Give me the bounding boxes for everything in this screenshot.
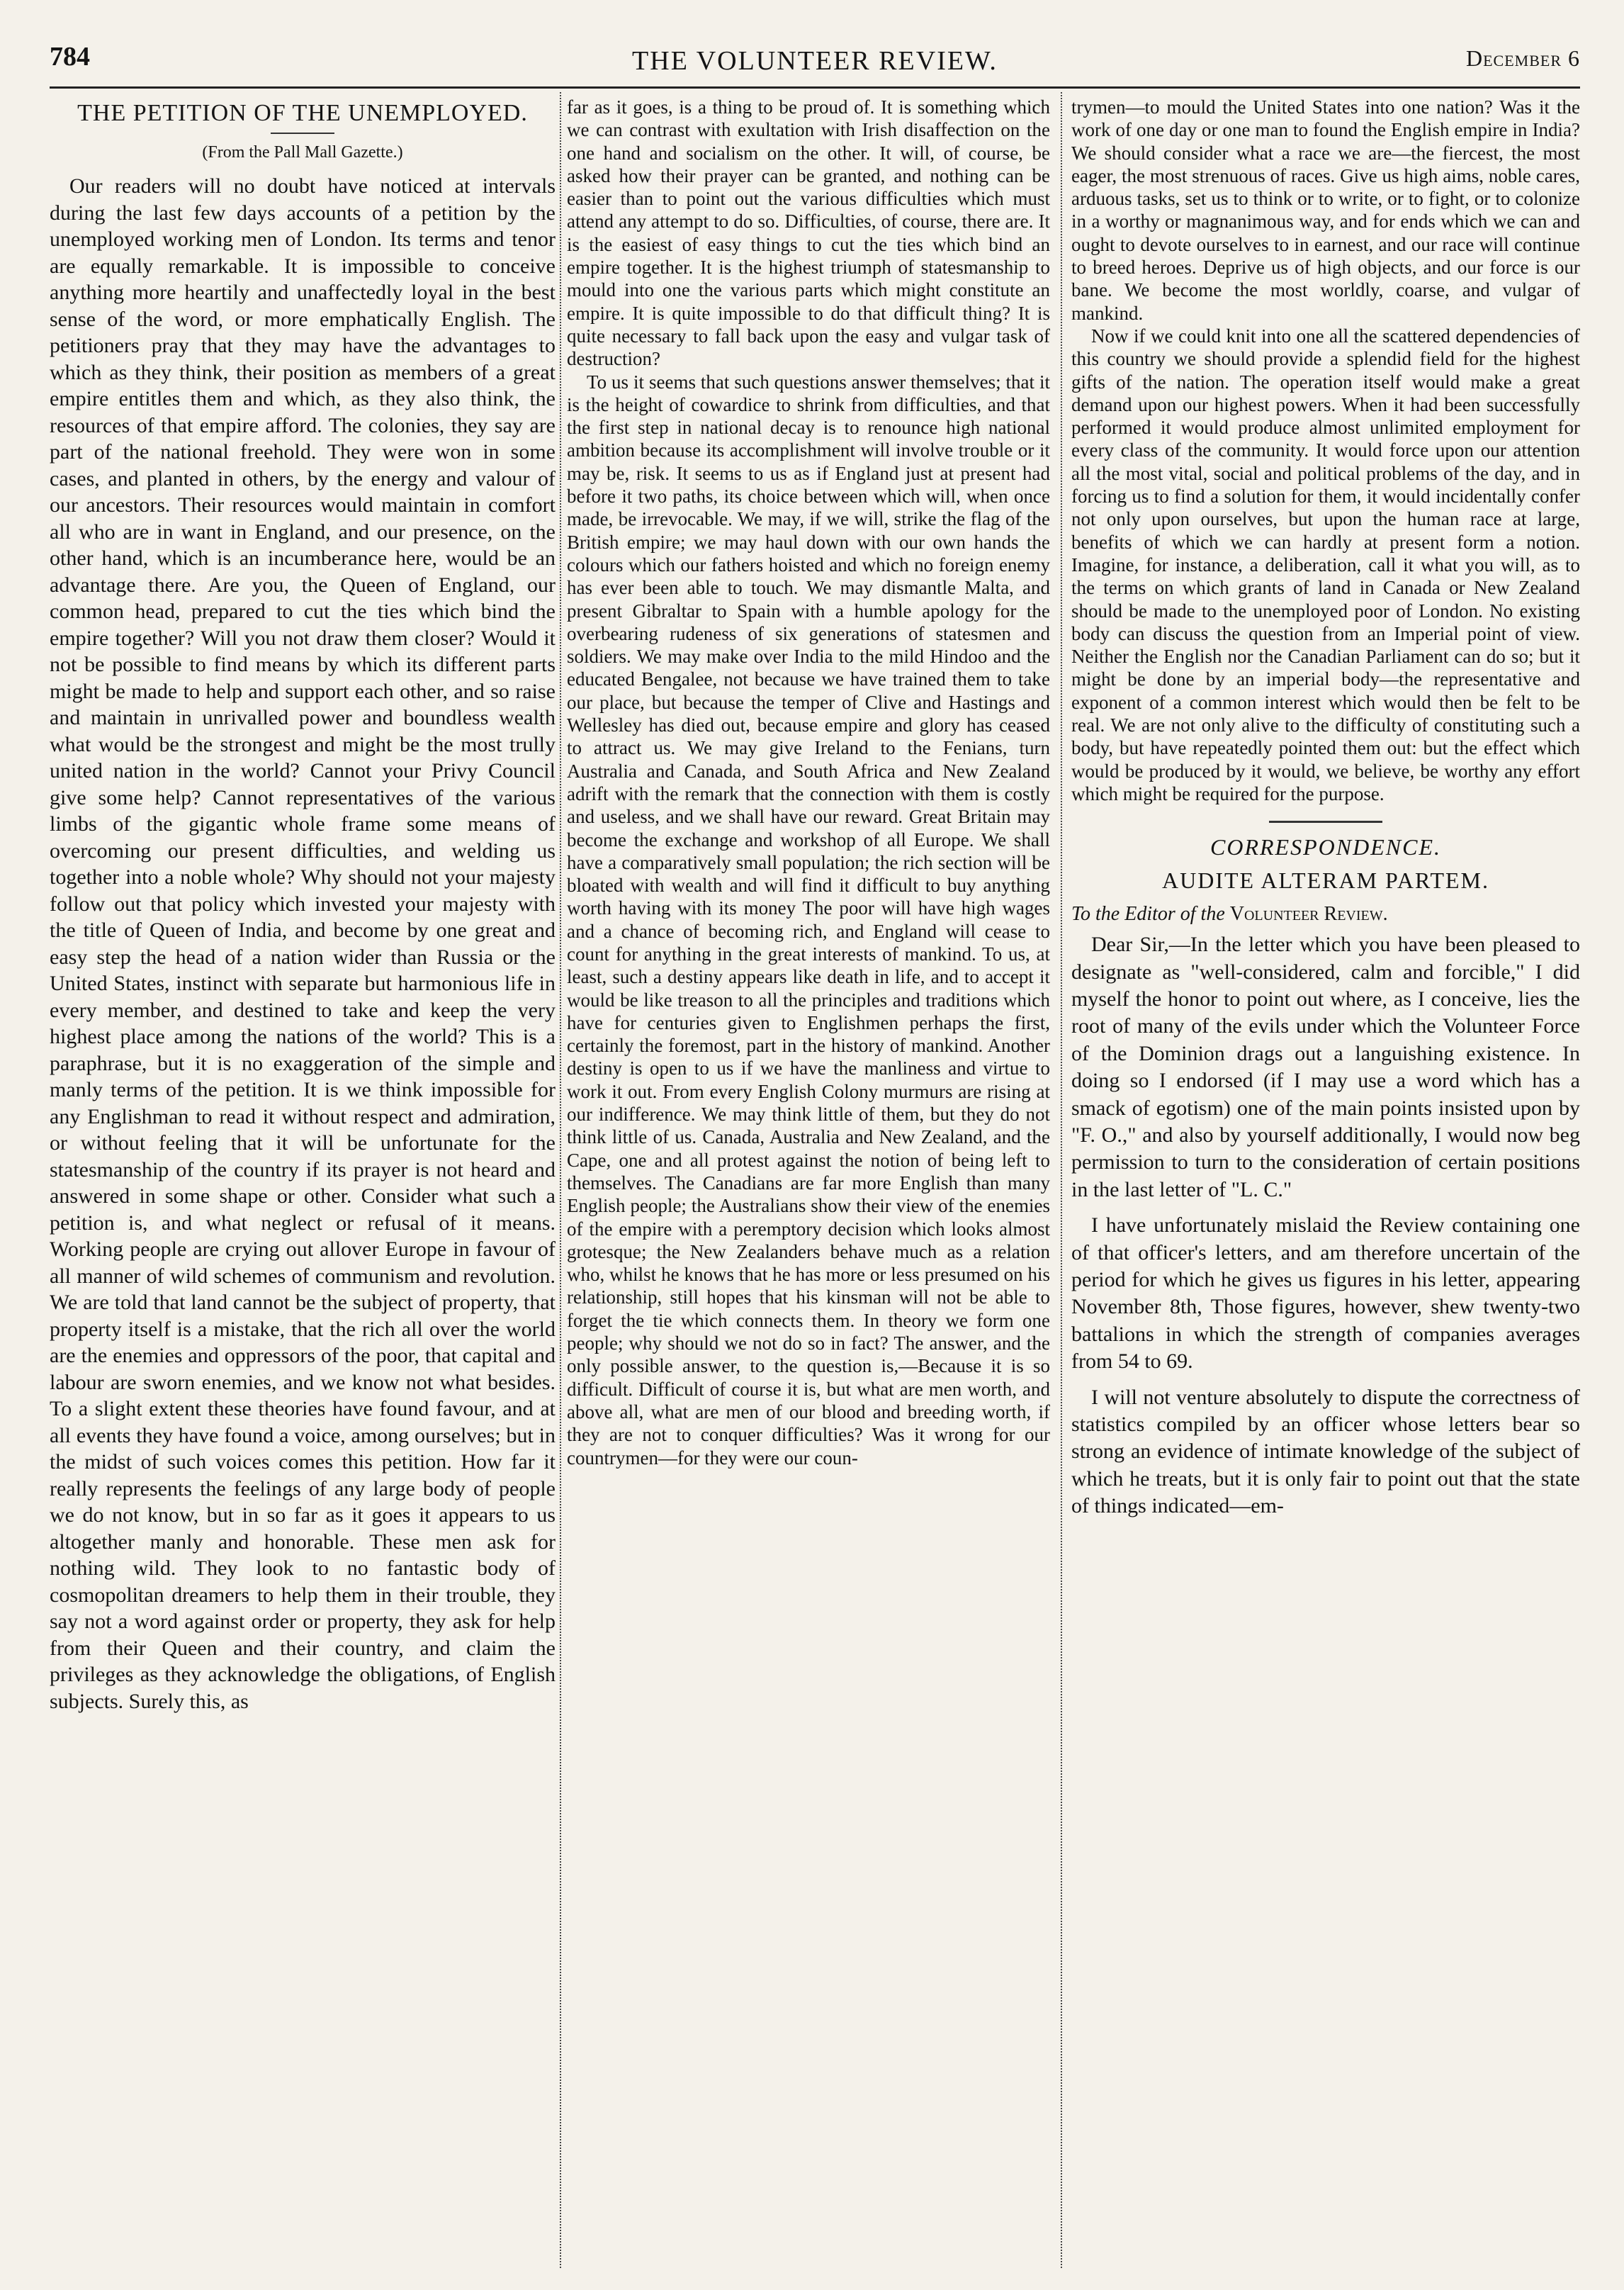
paragraph: trymen—to mould the United States into one nation? Was it the work of one day or one man to found the English empire in India? We should consider what a race we are—the fiercest, the most eager, the most strenuous of races. Give us high aims, noble cares, arduous tasks, set us to think or to write, or to fight, or to colonize in a worthy or magnanimous way, and for ends which we can and ought to devote ourselves to in earnest, and our race will continue to breed heroes. Deprive us of high objects, and our force is our bane. We become the most worldly, coarse, and vulgar of mankind. xyxy=(1071,96,1580,324)
salutation-name: Volunteer Review. xyxy=(1229,902,1388,925)
paragraph: far as it goes, is a thing to be proud of. It is something which we can contrast with exultation with Irish disaffection on the one hand and socialism on the other. It will, of course, be asked how their prayer can be granted, and nothing can be easier than to point out the various difficulties which must attend any attempt to do so. Difficulties, of course, there are. It is the easiest of easy things to cut the ties which bind an empire together. It is the highest triumph of statesmanship to mould into one the various parts which might constitute an empire. It is quite impossible to do that difficult thing? It is quite necessary to fall back upon the easy and vulgar task of destruction? xyxy=(567,96,1050,370)
salutation-prefix: To the Editor of the xyxy=(1071,902,1230,925)
paragraph: Now if we could knit into one all the scattered dependencies of this country we should provide a splendid field for the highest gifts of the nation. The operation itself would make a great demand upon our highest powers. When it had been successfully performed it would produce almost unlimited employment for every class of the community. It would force upon our attention all the most vital, social and political problems of the day, and in forcing us to find a solution for them, it would incidentally confer not only upon ourselves, but upon the human race at large, benefits of which we can hardly at present form a notion. Imagine, for instance, a deliberation, call it what you will, as to the terms on which grants of land in Canada or New Zealand should be made to the unemployed poor of London. No existing body can discuss the question from an Imperial point of view. Neither the English nor the Canadian Parliament can do so; but it might be done by an imperial body—the representative and exponent of a common interest which would then be felt to be real. We are not only alive to the difficulty of constituting such a body, but have repeatedly pointed them out: but the effect which would be produced by it would, we believe, be worthy any effort which might be required for the purpose. xyxy=(1071,325,1580,804)
page-header xyxy=(50,35,1580,78)
letter-salutation xyxy=(1071,903,1580,926)
page-number: 784 xyxy=(50,42,90,72)
paragraph: I have unfortunately mislaid the Review containing one of that officer's letters, and am therefore uncertain of the period for which he gives us figures in his letter, appearing November 8th, Those figures, however, shew twenty-two battalions in which the strength of companies averages from 54 to 69. xyxy=(1071,1213,1580,1374)
article-source: (From the Pall Mall Gazette.) xyxy=(202,142,403,162)
header-rule xyxy=(50,86,1580,89)
section-divider xyxy=(1269,821,1382,823)
paragraph: Dear Sir,—In the letter which you have been pleased to designate as "well-considered, calm and forcible," I did myself the honor to point out where, as I conceive, lies the root of many of the evils under which the Volunteer Force of the Dominion drags out a languishing existence. In doing so I endorsed (if I may use a word which has a smack of egotism) one of the main points insisted upon by "F. O.," and also by yourself additionally, I would now beg permission to turn to the consideration of certain positions in the last letter of "L. C." xyxy=(1071,933,1580,1201)
column-2 xyxy=(567,96,1050,2264)
column-divider xyxy=(560,92,561,2268)
journal-title: THE VOLUNTEER REVIEW. xyxy=(632,46,998,76)
issue-date: December 6 xyxy=(1465,45,1580,71)
letter-body xyxy=(1071,931,1580,1520)
paragraph: To us it seems that such questions answer themselves; that it is the height of cowardice to shrink from difficulties, and that the first step in national decay is to renounce high national ambition because its accomplishment will involve trouble or it may be, risk. It seems to us as if England just at present had before it two paths, its choice between which will, when once made, be irrevocable. We may, if we will, strike the flag of the British empire; we may haul down with our own hands the colours which our fathers hoisted and which no foreign enemy has ever been able to touch. We may dismantle Malta, and present Gibraltar to Spain with a humble apology for the overbearing rudeness of six generations of statesmen and soldiers. We may make over India to the mild Hindoo and the educated Bengalee, not because we have trained them to take our place, but because the temper of Clive and Hastings and Wellesley has died out, because empire and glory has ceased to attract us. We may give Ireland to the Fenians, turn Australia and Canada, and South Africa and New Zealand adrift with the remark that the connection with them is costly and useless, and we shall have our reward. Great Britain may become the exchange and workshop of all Europe. We shall have a comparatively small population; the rich section will be bloated with wealth and will find it difficult to buy anything worth having with its money The poor will have high wages and a chance of becoming rich, and England will cease to count for anything in the great interests of mankind. To us, at least, such a destiny appears like death in life, and to accept it would be like treason to all the principles and traditions which have for centuries given to Englishmen perhaps the first, certainly the foremost, part in the history of mankind. Another destiny is open to us if we have the manliness and virtue to work it out. From every English Colony murmurs are rising at our indifference. We may think little of them, but they do not think little of us. Canada, Australia and New Zealand, and the Cape, one and all protest against the notion of being left to themselves. The Canadians are far more English than many English people; the Australians show their view of the enemies of the empire with a peremptory decision which looks almost grotesque; the New Zealanders behave much as a relation who, whilst he knows that he has more or less presumed on his relationship, still hopes that his kinsman will not be able to forget the tie which connects them. In theory we form one people; why should we not do so in fact? The answer, and the only possible answer, to the question is,—Because it is so difficult. Difficult of course it is, but what are men worth, and above all, what are men of our blood and breeding worth, if they are not to conquer difficulties? Was it wrong for our countrymen—for they were our coun- xyxy=(567,371,1050,1469)
paragraph: Our readers will no doubt have noticed at intervals during the last few days accounts of a petition by the unemployed working men of London. Its terms and tenor are equally remarkable. It is impossible to conceive anything more heartily and unaffectedly loyal in the best sense of the word, or more emphatically English. The petitioners pray that they may have the advantages to which as they think, their position as members of a great empire entitles them and which, as they also think, the resources of that empire afford. The colonies, they say are part of the national freehold. They were won in some cases, and planted in others, by the energy and valour of our ancestors. Their resources would maintain in comfort all who are in want in England, and our presence, on the other hand, which is an incumberance here, would be an advantage there. Are you, the Queen of England, our common head, prepared to cut the ties which bind the empire together? Will you not draw them closer? Would it not be possible to find means by which its different parts might be made to help and support each other, and so raise and maintain in unrivalled power and boundless wealth what would be the strongest and might be the most trully united nation in the world? Cannot your Privy Council give some help? Cannot representatives of the various limbs of the gigantic whole frame some means of overcoming our present difficulties, and welding us together into a noble whole? Why should not your majesty follow out that policy which invested your majesty with the title of Queen of India, and become by one great and easy step the head of a nation wider than Russia or the United States, instinct with separate but harmonious life in every member, and destined to take and keep the very highest place among the nations of the world? This is a paraphrase, but it is no exaggeration of the simple and manly terms of the petition. It is we think impossible for any Englishman to read it without respect and admiration, or without feeling that it will be unfortunate for the statesmanship of the country if its prayer is not heard and answered in some shape or other. Consider what such a petition is, and what neglect or refusal of it means. Working people are crying out allover Europe in favour of all manner of wild schemes of communism and revolution. We are told that land cannot be the subject of property, that property itself is a mistake, that the rich all over the world are the enemies and oppressors of the poor, that capital and labour are sworn enemies, and we know not what besides. To a slight extent these theories have found favour, and at all events they have found a voice, among ourselves; but in the midst of such voices comes this petition. How far it really represents the feelings of any large body of people we do not know, but in so far as it goes it appears to us altogether manly and honorable. These men ask for nothing wild. They look to no fantastic body of cosmopolitan dreamers to help them in their trouble, they say not a word against order or property, they ask for help from their Queen and their country, and claim the privileges as they acknowledge the obligations, of English subjects. Surely this, as xyxy=(50,174,556,1713)
column-1 xyxy=(50,96,556,2264)
title-rule xyxy=(271,133,334,134)
letter-title: AUDITE ALTERAM PARTEM. xyxy=(1162,867,1489,893)
article-title: THE PETITION OF THE UNEMPLOYED. xyxy=(77,100,528,126)
paragraph: I will not venture absolutely to dispute the correctness of statistics compiled by an officer whose letters bear so strong an evidence of intimate knowledge of the subject of which he treats, but it is only fair to point out that the state of things indicated—em- xyxy=(1071,1385,1580,1518)
column-3 xyxy=(1071,96,1580,2264)
section-heading: CORRESPONDENCE. xyxy=(1210,834,1441,860)
column-divider xyxy=(1061,92,1062,2268)
